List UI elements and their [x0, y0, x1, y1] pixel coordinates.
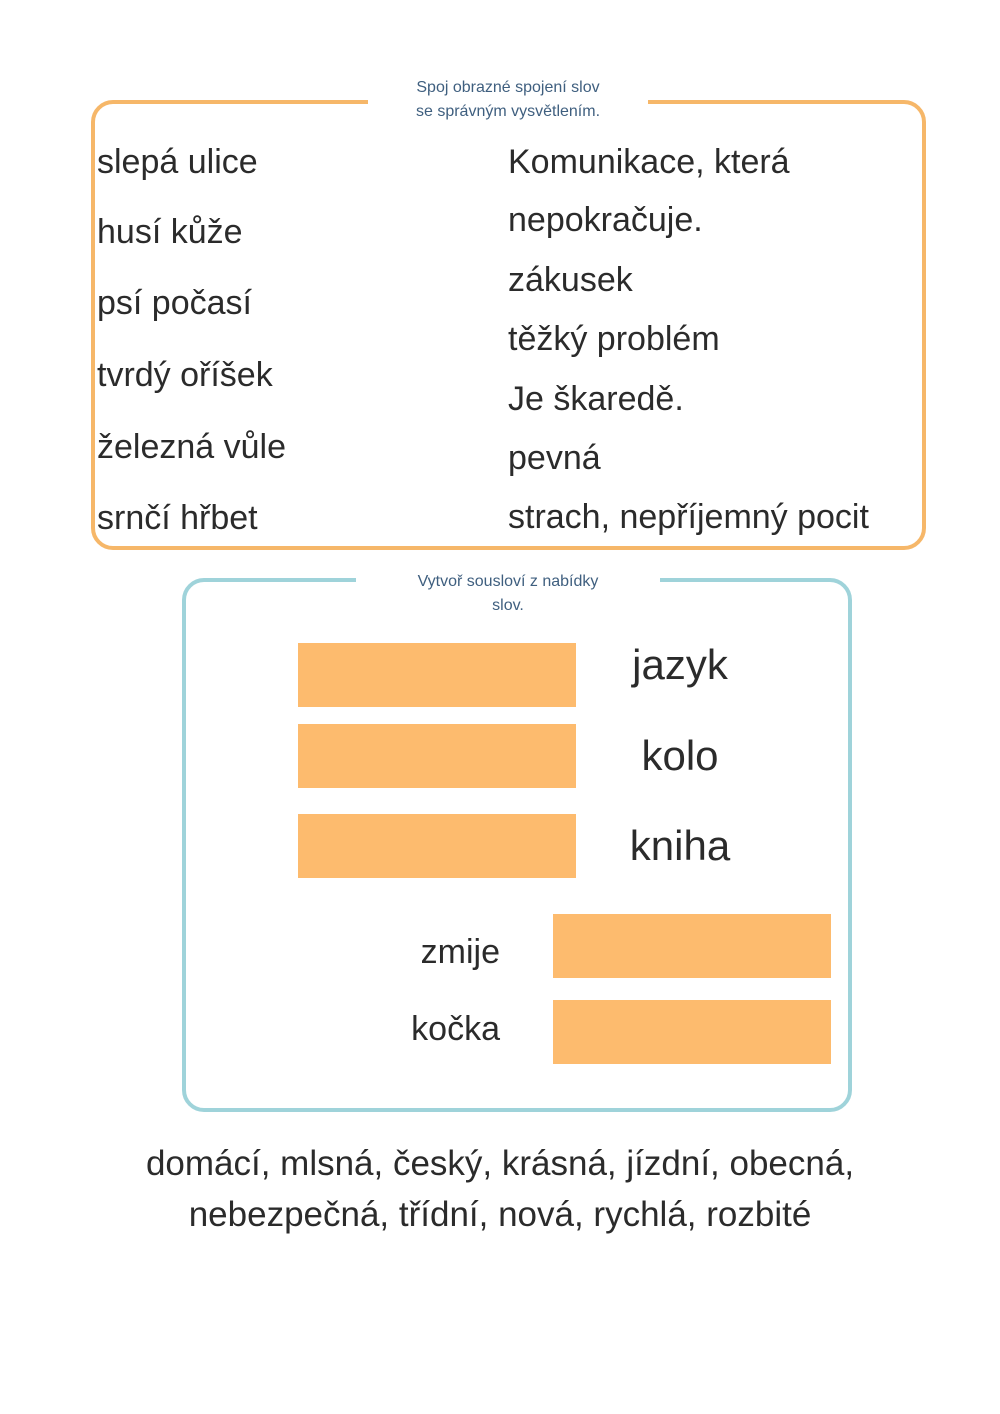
noun-word: zmije: [420, 933, 500, 971]
phrase-item[interactable]: srnčí hřbet: [97, 499, 258, 537]
word-bank: [60, 1138, 940, 1240]
noun-word: kolo: [641, 732, 719, 779]
collocation-title-line1: Vytvoř sousloví z nabídky: [417, 573, 599, 590]
matching-panel-title: [368, 76, 648, 124]
answer-blank[interactable]: [298, 724, 576, 788]
answer-blank[interactable]: [298, 814, 576, 878]
noun-word: kniha: [629, 822, 731, 869]
answer-blank[interactable]: [553, 914, 831, 978]
collocation-panel-title: [356, 570, 660, 618]
noun-word: kočka: [411, 1010, 500, 1048]
matching-title-line1: Spoj obrazné spojení slov: [416, 79, 600, 96]
phrase-item[interactable]: železná vůle: [97, 428, 287, 466]
explanation-item[interactable]: pevná: [508, 439, 601, 477]
phrase-item[interactable]: tvrdý oříšek: [97, 356, 273, 394]
answer-blank[interactable]: [298, 643, 576, 707]
phrase-item[interactable]: husí kůže: [97, 213, 243, 251]
collocation-title-line2: slov.: [492, 597, 524, 614]
word-bank-line1: domácí, mlsná, český, krásná, jízdní, obecná,: [145, 1144, 855, 1183]
matching-title-line2: se správným vysvětlením.: [415, 103, 601, 120]
explanation-item[interactable]: těžký problém: [508, 320, 720, 358]
explanation-item[interactable]: nepokračuje.: [508, 201, 703, 239]
explanation-item[interactable]: Je škaredě.: [508, 380, 684, 418]
word-bank-line2: nebezpečná, třídní, nová, rychlá, rozbité: [188, 1195, 812, 1234]
explanation-item[interactable]: strach, nepříjemný pocit: [508, 498, 869, 536]
phrase-item[interactable]: psí počasí: [97, 284, 252, 322]
answer-blank[interactable]: [553, 1000, 831, 1064]
phrase-item[interactable]: slepá ulice: [97, 143, 258, 181]
explanation-item[interactable]: zákusek: [508, 261, 633, 299]
noun-word: jazyk: [632, 641, 728, 688]
explanation-item[interactable]: Komunikace, která: [508, 143, 790, 181]
